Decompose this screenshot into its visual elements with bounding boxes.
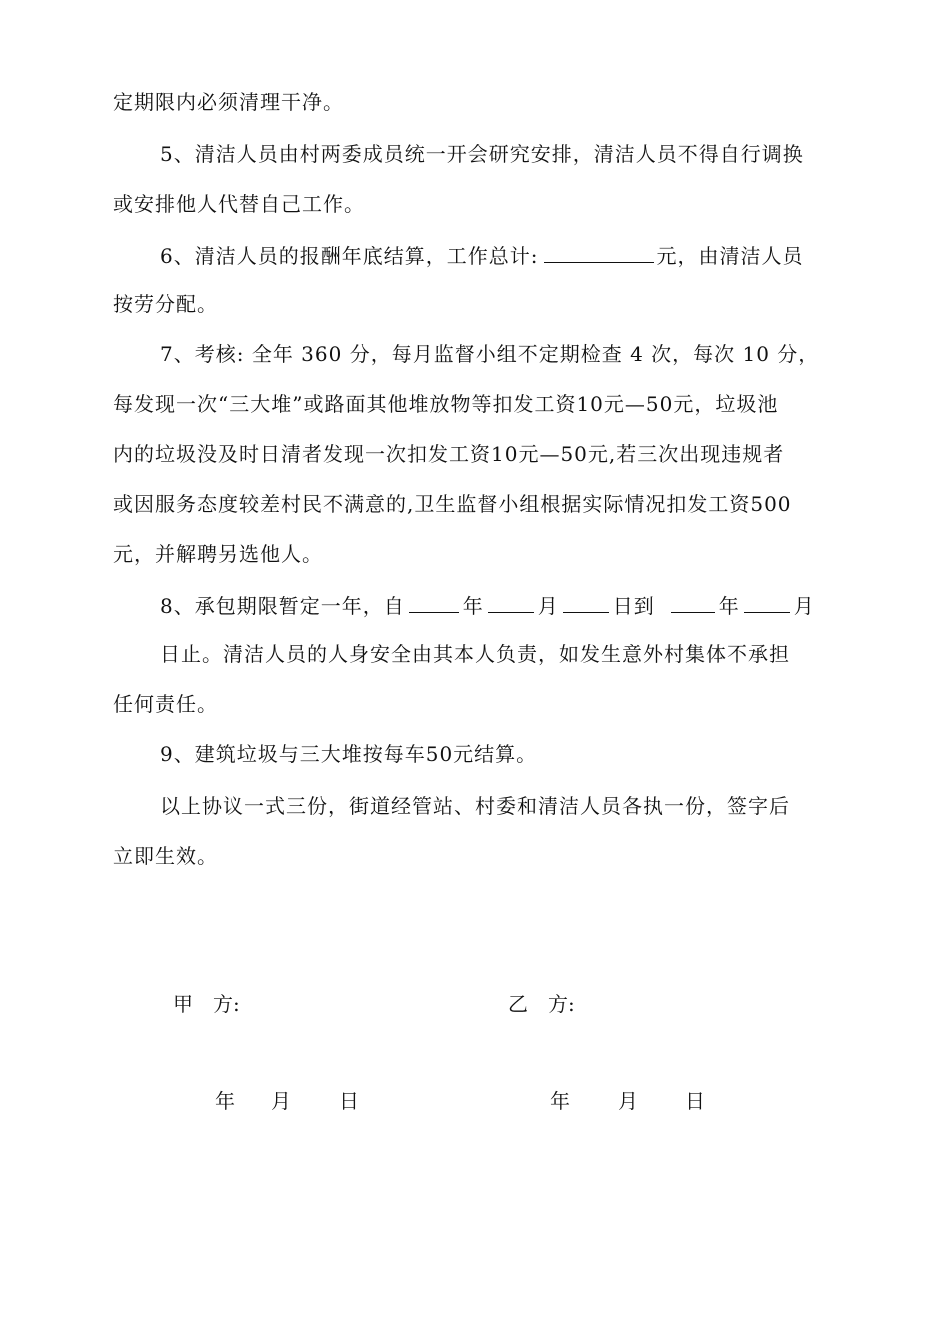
party-b-label: 乙 方: (508, 992, 575, 1016)
effect-line-2: 立即生效。 (113, 844, 218, 868)
clause-6-text-b: 元，由清洁人员 (656, 244, 804, 268)
salary-amount-blank (544, 240, 654, 263)
clause-7-line-3: 内的垃圾没及时日清者发现一次扣发工资10元—50元,若三次出现违规者 (113, 442, 785, 466)
start-year-blank (409, 590, 459, 613)
clause-7-line-2: 每发现一次“三大堆”或路面其他堆放物等扣发工资10元—50元，垃圾池 (113, 392, 779, 416)
party-a-label: 甲 方: (173, 992, 240, 1016)
clause-7-line-5: 元，并解聘另选他人。 (113, 542, 323, 566)
clause-6-line-1 (160, 240, 803, 270)
clause-8-line-1 (160, 590, 815, 620)
party-a-month: 月 (271, 1089, 291, 1113)
party-a-year: 年 (215, 1089, 235, 1113)
clause-7-line-1: 7、考核: 全年 360 分，每月监督小组不定期检查 4 次，每次 10 分， (160, 342, 820, 366)
end-month-blank (744, 590, 790, 613)
start-month-blank (488, 590, 534, 613)
end-year-label: 年 (718, 594, 740, 618)
clause-8-line-2: 日止。清洁人员的人身安全由其本人负责，如发生意外村集体不承担 (160, 642, 790, 666)
end-month-label: 月 (793, 594, 815, 618)
clause-6-text-a: 6、清洁人员的报酬年底结算，工作总计: (160, 244, 539, 268)
clause-8-text-a: 8、承包期限暂定一年，自 (160, 594, 405, 618)
clause-5-line-1: 5、清洁人员由村两委成员统一开会研究安排，清洁人员不得自行调换 (160, 142, 804, 166)
clause-8-line-3: 任何责任。 (113, 692, 218, 716)
start-year-label: 年 (462, 594, 484, 618)
party-b-day: 日 (685, 1089, 705, 1113)
clause-6-line-2: 按劳分配。 (113, 292, 218, 316)
end-year-blank (671, 590, 715, 613)
start-day-blank (563, 590, 609, 613)
start-day-label: 日到 (612, 594, 655, 618)
clause-9: 9、建筑垃圾与三大堆按每车50元结算。 (160, 742, 538, 766)
clause-5-line-2: 或安排他人代替自己工作。 (113, 192, 365, 216)
clause-7-line-4: 或因服务态度较差村民不满意的,卫生监督小组根据实际情况扣发工资500 (113, 492, 792, 516)
effect-line-1: 以上协议一式三份，街道经管站、村委和清洁人员各执一份，签字后 (160, 794, 790, 818)
paragraph-continuation: 定期限内必须清理干净。 (113, 90, 344, 114)
start-month-label: 月 (537, 594, 559, 618)
party-a-day: 日 (339, 1089, 359, 1113)
party-b-month: 月 (618, 1089, 638, 1113)
party-b-year: 年 (550, 1089, 570, 1113)
